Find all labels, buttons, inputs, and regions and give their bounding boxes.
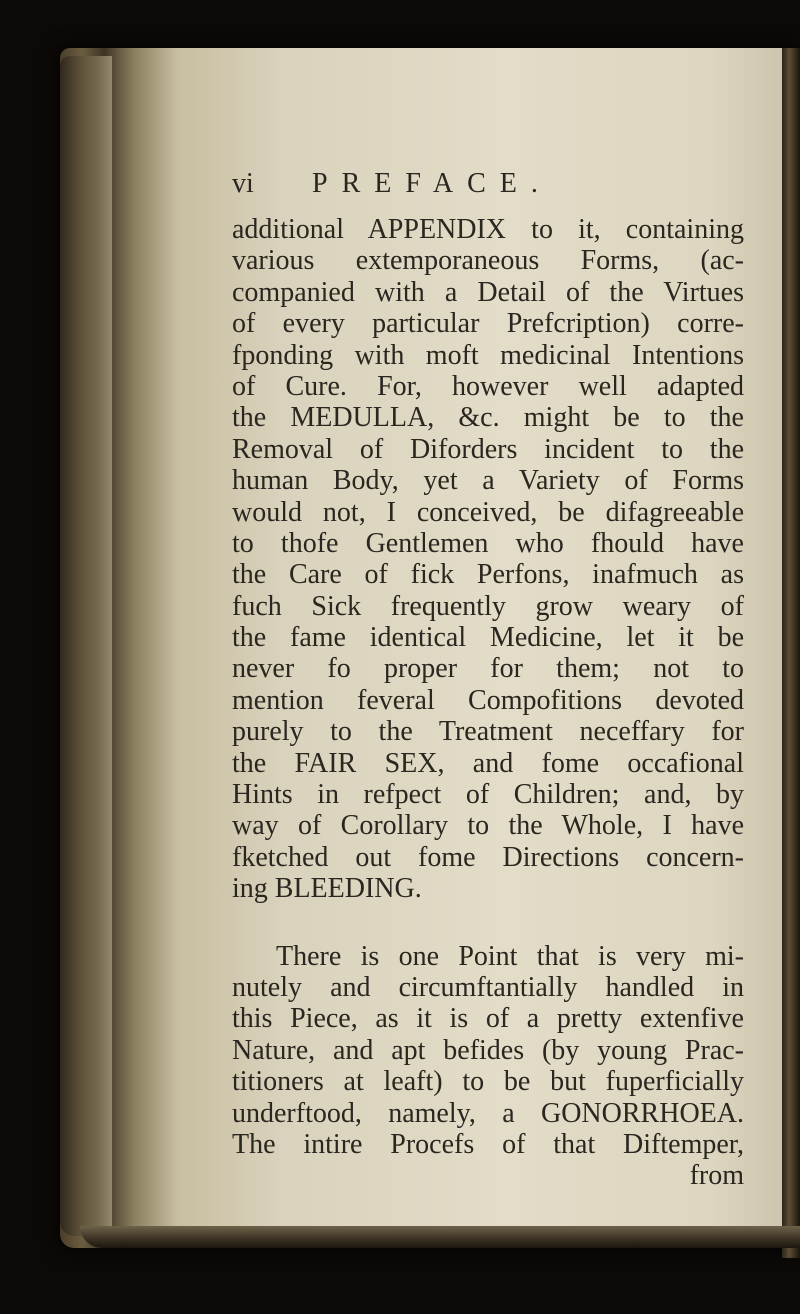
text-line: underftood, namely, a GONORRHOEA. (232, 1097, 744, 1129)
page-edge-bottom (80, 1226, 800, 1248)
text-line: the fame identical Medicine, let it be (232, 622, 744, 654)
page-number: vi (232, 168, 254, 199)
text-line: nutely and circumftantially handled in (232, 971, 744, 1003)
text-line: the FAIR SEX, and fome occafional (232, 747, 744, 779)
paragraph-gap (232, 905, 744, 941)
text-line: Nature, and apt befides (by young Prac- (232, 1034, 744, 1066)
text-line: There is one Point that is very mi- (276, 940, 744, 972)
book-spine-shadow (60, 56, 112, 1236)
text-line: would not, I conceived, be difagreeable (232, 496, 744, 528)
text-line: ing BLEEDING. (232, 873, 422, 905)
text-line: of every particular Prefcription) corre- (232, 308, 744, 340)
page-edge-right (782, 48, 800, 1258)
text-line: fponding with moft medicinal Intentions (232, 339, 744, 371)
text-line: mention feveral Compofitions devoted (232, 684, 744, 716)
running-header (232, 168, 744, 212)
text-line: fuch Sick frequently grow weary of (232, 590, 744, 622)
text-line: of Cure. For, however well adapted (232, 370, 744, 402)
text-line: way of Corollary to the Whole, I have (232, 810, 744, 842)
text-line: the Care of fick Perfons, inafmuch as (232, 559, 744, 591)
text-line: the MEDULLA, &c. might be to the (232, 402, 744, 434)
text-line: Removal of Diforders incident to the (232, 433, 744, 465)
text-line: Hints in refpect of Children; and, by (232, 779, 744, 811)
page-text-block (232, 168, 744, 1192)
paragraph-2 (232, 941, 744, 1161)
text-line: purely to the Treatment neceffary for (232, 716, 744, 748)
text-line: to thofe Gentlemen who fhould have (232, 527, 744, 559)
text-line: this Piece, as it is of a pretty extenfive (232, 1003, 744, 1035)
text-line: various extemporaneous Forms, (ac- (232, 245, 744, 277)
text-line: additional APPENDIX to it, containing (232, 214, 744, 245)
text-line: titioners at leaft) to be but fuperficially (232, 1066, 744, 1098)
text-line: The intire Procefs of that Diftemper, (232, 1128, 744, 1160)
text-line: fketched out fome Directions concern- (232, 841, 744, 873)
text-line: never fo proper for them; not to (232, 653, 744, 685)
text-line: companied with a Detail of the Virtues (232, 276, 744, 308)
paragraph-1 (232, 214, 744, 905)
text-line: human Body, yet a Variety of Forms (232, 465, 744, 497)
running-title: PREFACE. (312, 168, 552, 199)
catchword: from (689, 1160, 744, 1192)
